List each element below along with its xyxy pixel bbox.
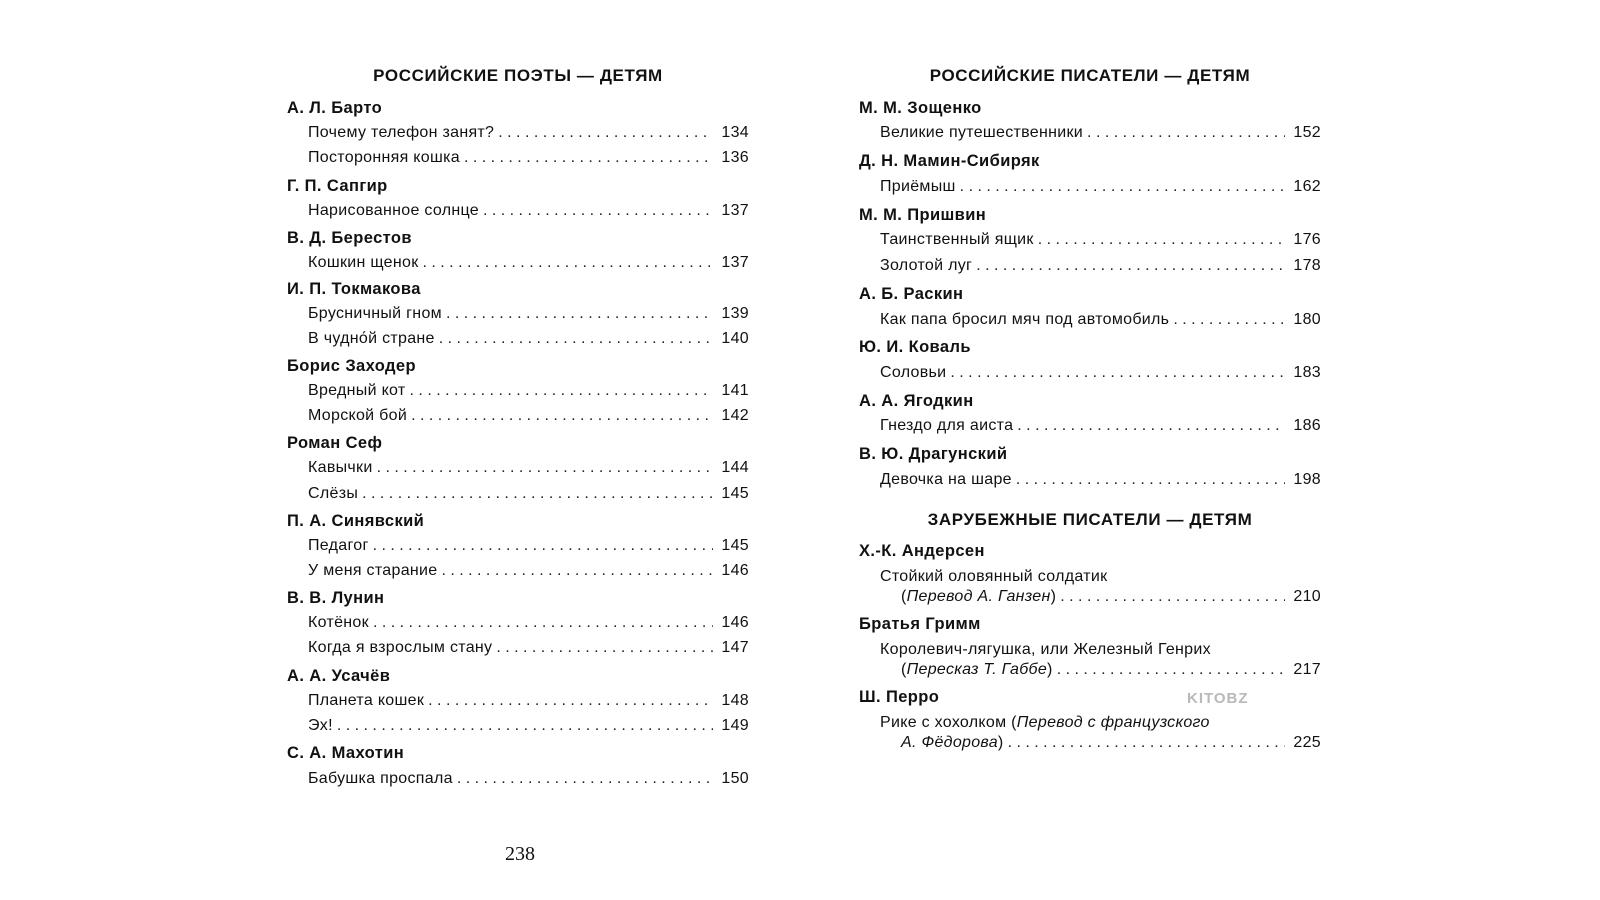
entry-title: Брусничный гном xyxy=(308,305,442,322)
entry-page: 136 xyxy=(721,149,749,166)
entry-page: 141 xyxy=(721,382,749,399)
toc-entry xyxy=(880,124,1321,144)
entry-title: Девочка на шаре xyxy=(880,471,1012,488)
entry-title: Соловьи xyxy=(880,364,947,381)
toc-entry xyxy=(308,330,749,350)
toc-entry xyxy=(308,124,749,144)
toc-entry xyxy=(308,639,749,659)
toc-entry xyxy=(880,417,1321,437)
section-title: РОССИЙСКИЕ ПОЭТЫ — ДЕТЯМ xyxy=(373,66,663,85)
toc-entry xyxy=(880,178,1321,198)
author-name: А. А. Ягодкин xyxy=(859,392,974,410)
toc-entry xyxy=(308,382,749,402)
entry-page: 162 xyxy=(1293,178,1321,195)
toc-entry xyxy=(880,231,1321,251)
author-name: Г. П. Сапгир xyxy=(287,177,388,195)
leader-dots xyxy=(428,692,713,710)
leader-dots xyxy=(464,149,713,167)
toc-entry xyxy=(308,692,749,712)
toc-entry xyxy=(308,459,749,479)
watermark: KITOBZ xyxy=(1187,690,1249,707)
toc-entry xyxy=(308,614,749,634)
leader-dots xyxy=(498,124,713,142)
toc-entry xyxy=(880,661,1321,681)
entry-title: Нарисованное солнце xyxy=(308,202,479,219)
toc-entry xyxy=(880,734,1321,754)
entry-title: Эх! xyxy=(308,717,333,734)
entry-page: 225 xyxy=(1293,734,1321,751)
entry-title: У меня старание xyxy=(308,562,438,579)
leader-dots xyxy=(1016,471,1285,489)
author-name: Ш. Перро xyxy=(859,688,940,706)
entry-page: 134 xyxy=(721,124,749,141)
leader-dots xyxy=(1038,231,1285,249)
leader-dots xyxy=(362,485,713,503)
leader-dots xyxy=(1008,734,1285,752)
author-name: Х.-К. Андерсен xyxy=(859,542,985,560)
entry-title: Морской бой xyxy=(308,407,408,424)
entry-page: 176 xyxy=(1293,231,1321,248)
leader-dots xyxy=(410,382,713,400)
entry-page: 147 xyxy=(721,639,749,656)
entry-title: Слёзы xyxy=(308,485,359,502)
entry-page: 142 xyxy=(721,407,749,424)
toc-entry xyxy=(308,149,749,169)
author-name: Борис Заходер xyxy=(287,357,416,375)
entry-title: Когда я взрослым стану xyxy=(308,639,493,656)
toc-entry xyxy=(308,407,749,427)
leader-dots xyxy=(950,364,1285,382)
entry-title: В чудно́й стране xyxy=(308,330,435,347)
toc-entry xyxy=(308,485,749,505)
entry-title: Котёнок xyxy=(308,614,369,631)
leader-dots xyxy=(1057,661,1285,679)
leader-dots xyxy=(411,407,713,425)
entry-title: Приёмыш xyxy=(880,178,956,195)
author-name: В. Ю. Драгунский xyxy=(859,445,1008,463)
author-name: В. Д. Берестов xyxy=(287,229,412,247)
leader-dots xyxy=(1173,311,1285,329)
author-name: А. Л. Барто xyxy=(287,99,383,117)
toc-entry xyxy=(308,770,749,790)
leader-dots xyxy=(423,254,714,272)
author-name: П. А. Синявский xyxy=(287,512,425,530)
leader-dots xyxy=(1060,588,1285,606)
toc-entry xyxy=(880,311,1321,331)
author-name: А. Б. Раскин xyxy=(859,285,964,303)
entry-page: 180 xyxy=(1293,311,1321,328)
author-name: И. П. Токмакова xyxy=(287,280,421,298)
author-name: Д. Н. Мамин-Сибиряк xyxy=(859,152,1040,170)
toc-entry xyxy=(308,562,749,582)
toc-entry xyxy=(880,257,1321,277)
entry-page: 146 xyxy=(721,562,749,579)
section-title: ЗАРУБЕЖНЫЕ ПИСАТЕЛИ — ДЕТЯМ xyxy=(927,510,1253,529)
entry-title: Гнездо для аиста xyxy=(880,417,1014,434)
leader-dots xyxy=(457,770,713,788)
entry-page: 178 xyxy=(1293,257,1321,274)
entry-title: Как папа бросил мяч под автомобиль xyxy=(880,311,1170,328)
leader-dots xyxy=(483,202,713,220)
toc-entry xyxy=(308,254,749,274)
entry-translator: А. Фёдорова) xyxy=(901,734,1004,751)
entry-page: 150 xyxy=(721,770,749,787)
entry-page: 137 xyxy=(721,202,749,219)
leader-dots xyxy=(1087,124,1285,142)
entry-page: 198 xyxy=(1293,471,1321,488)
toc-entry xyxy=(880,588,1321,608)
toc-entry xyxy=(308,202,749,222)
author-name: М. М. Зощенко xyxy=(859,99,982,117)
entry-translator: (Пересказ Т. Габбе) xyxy=(901,661,1053,678)
entry-title: Кошкин щенок xyxy=(308,254,419,271)
page-number: 238 xyxy=(505,843,535,865)
entry-page: 139 xyxy=(721,305,749,322)
entry-page: 137 xyxy=(721,254,749,271)
author-name: Братья Гримм xyxy=(859,615,981,633)
leader-dots xyxy=(1017,417,1285,435)
leader-dots xyxy=(439,330,713,348)
entry-page: 217 xyxy=(1293,661,1321,678)
entry-title: Вредный кот xyxy=(308,382,406,399)
entry-title: Почему телефон занят? xyxy=(308,124,495,141)
entry-page: 186 xyxy=(1293,417,1321,434)
leader-dots xyxy=(377,459,713,477)
entry-title: Таинственный ящик xyxy=(880,231,1034,248)
toc-entry xyxy=(308,717,749,737)
entry-page: 183 xyxy=(1293,364,1321,381)
entry-page: 210 xyxy=(1293,588,1321,605)
toc-entry xyxy=(880,364,1321,384)
entry-page: 145 xyxy=(721,537,749,554)
entry-title: Посторонняя кошка xyxy=(308,149,460,166)
entry-translator: (Перевод А. Ганзен) xyxy=(901,588,1057,605)
toc-entry xyxy=(308,537,749,557)
leader-dots xyxy=(337,717,713,735)
toc-entry xyxy=(308,305,749,325)
author-name: М. М. Пришвин xyxy=(859,206,987,224)
entry-page: 148 xyxy=(721,692,749,709)
entry-title: Планета кошек xyxy=(308,692,425,709)
author-name: Ю. И. Коваль xyxy=(859,338,971,356)
entry-page: 140 xyxy=(721,330,749,347)
author-name: С. А. Махотин xyxy=(287,744,405,762)
section-title: РОССИЙСКИЕ ПИСАТЕЛИ — ДЕТЯМ xyxy=(929,66,1251,85)
entry-page: 145 xyxy=(721,485,749,502)
entry-title-line: Королевич-лягушка, или Железный Генрих xyxy=(880,641,1211,658)
entry-page: 149 xyxy=(721,717,749,734)
leader-dots xyxy=(373,614,713,632)
entry-title-line: Рике с хохолком (Перевод с французского xyxy=(880,714,1210,731)
entry-title: Кавычки xyxy=(308,459,373,476)
entry-title: Бабушка проспала xyxy=(308,770,453,787)
leader-dots xyxy=(446,305,713,323)
author-name: В. В. Лунин xyxy=(287,589,385,607)
entry-title: Педагог xyxy=(308,537,369,554)
leader-dots xyxy=(441,562,713,580)
leader-dots xyxy=(496,639,713,657)
entry-title-line: Стойкий оловянный солдатик xyxy=(880,568,1108,585)
leader-dots xyxy=(960,178,1285,196)
author-name: А. А. Усачёв xyxy=(287,667,391,685)
leader-dots xyxy=(976,257,1285,275)
entry-page: 144 xyxy=(721,459,749,476)
toc-entry xyxy=(880,471,1321,491)
entry-page: 152 xyxy=(1293,124,1321,141)
entry-title: Золотой луг xyxy=(880,257,973,274)
leader-dots xyxy=(373,537,713,555)
entry-title: Великие путешественники xyxy=(880,124,1084,141)
author-name: Роман Сеф xyxy=(287,434,383,452)
entry-page: 146 xyxy=(721,614,749,631)
